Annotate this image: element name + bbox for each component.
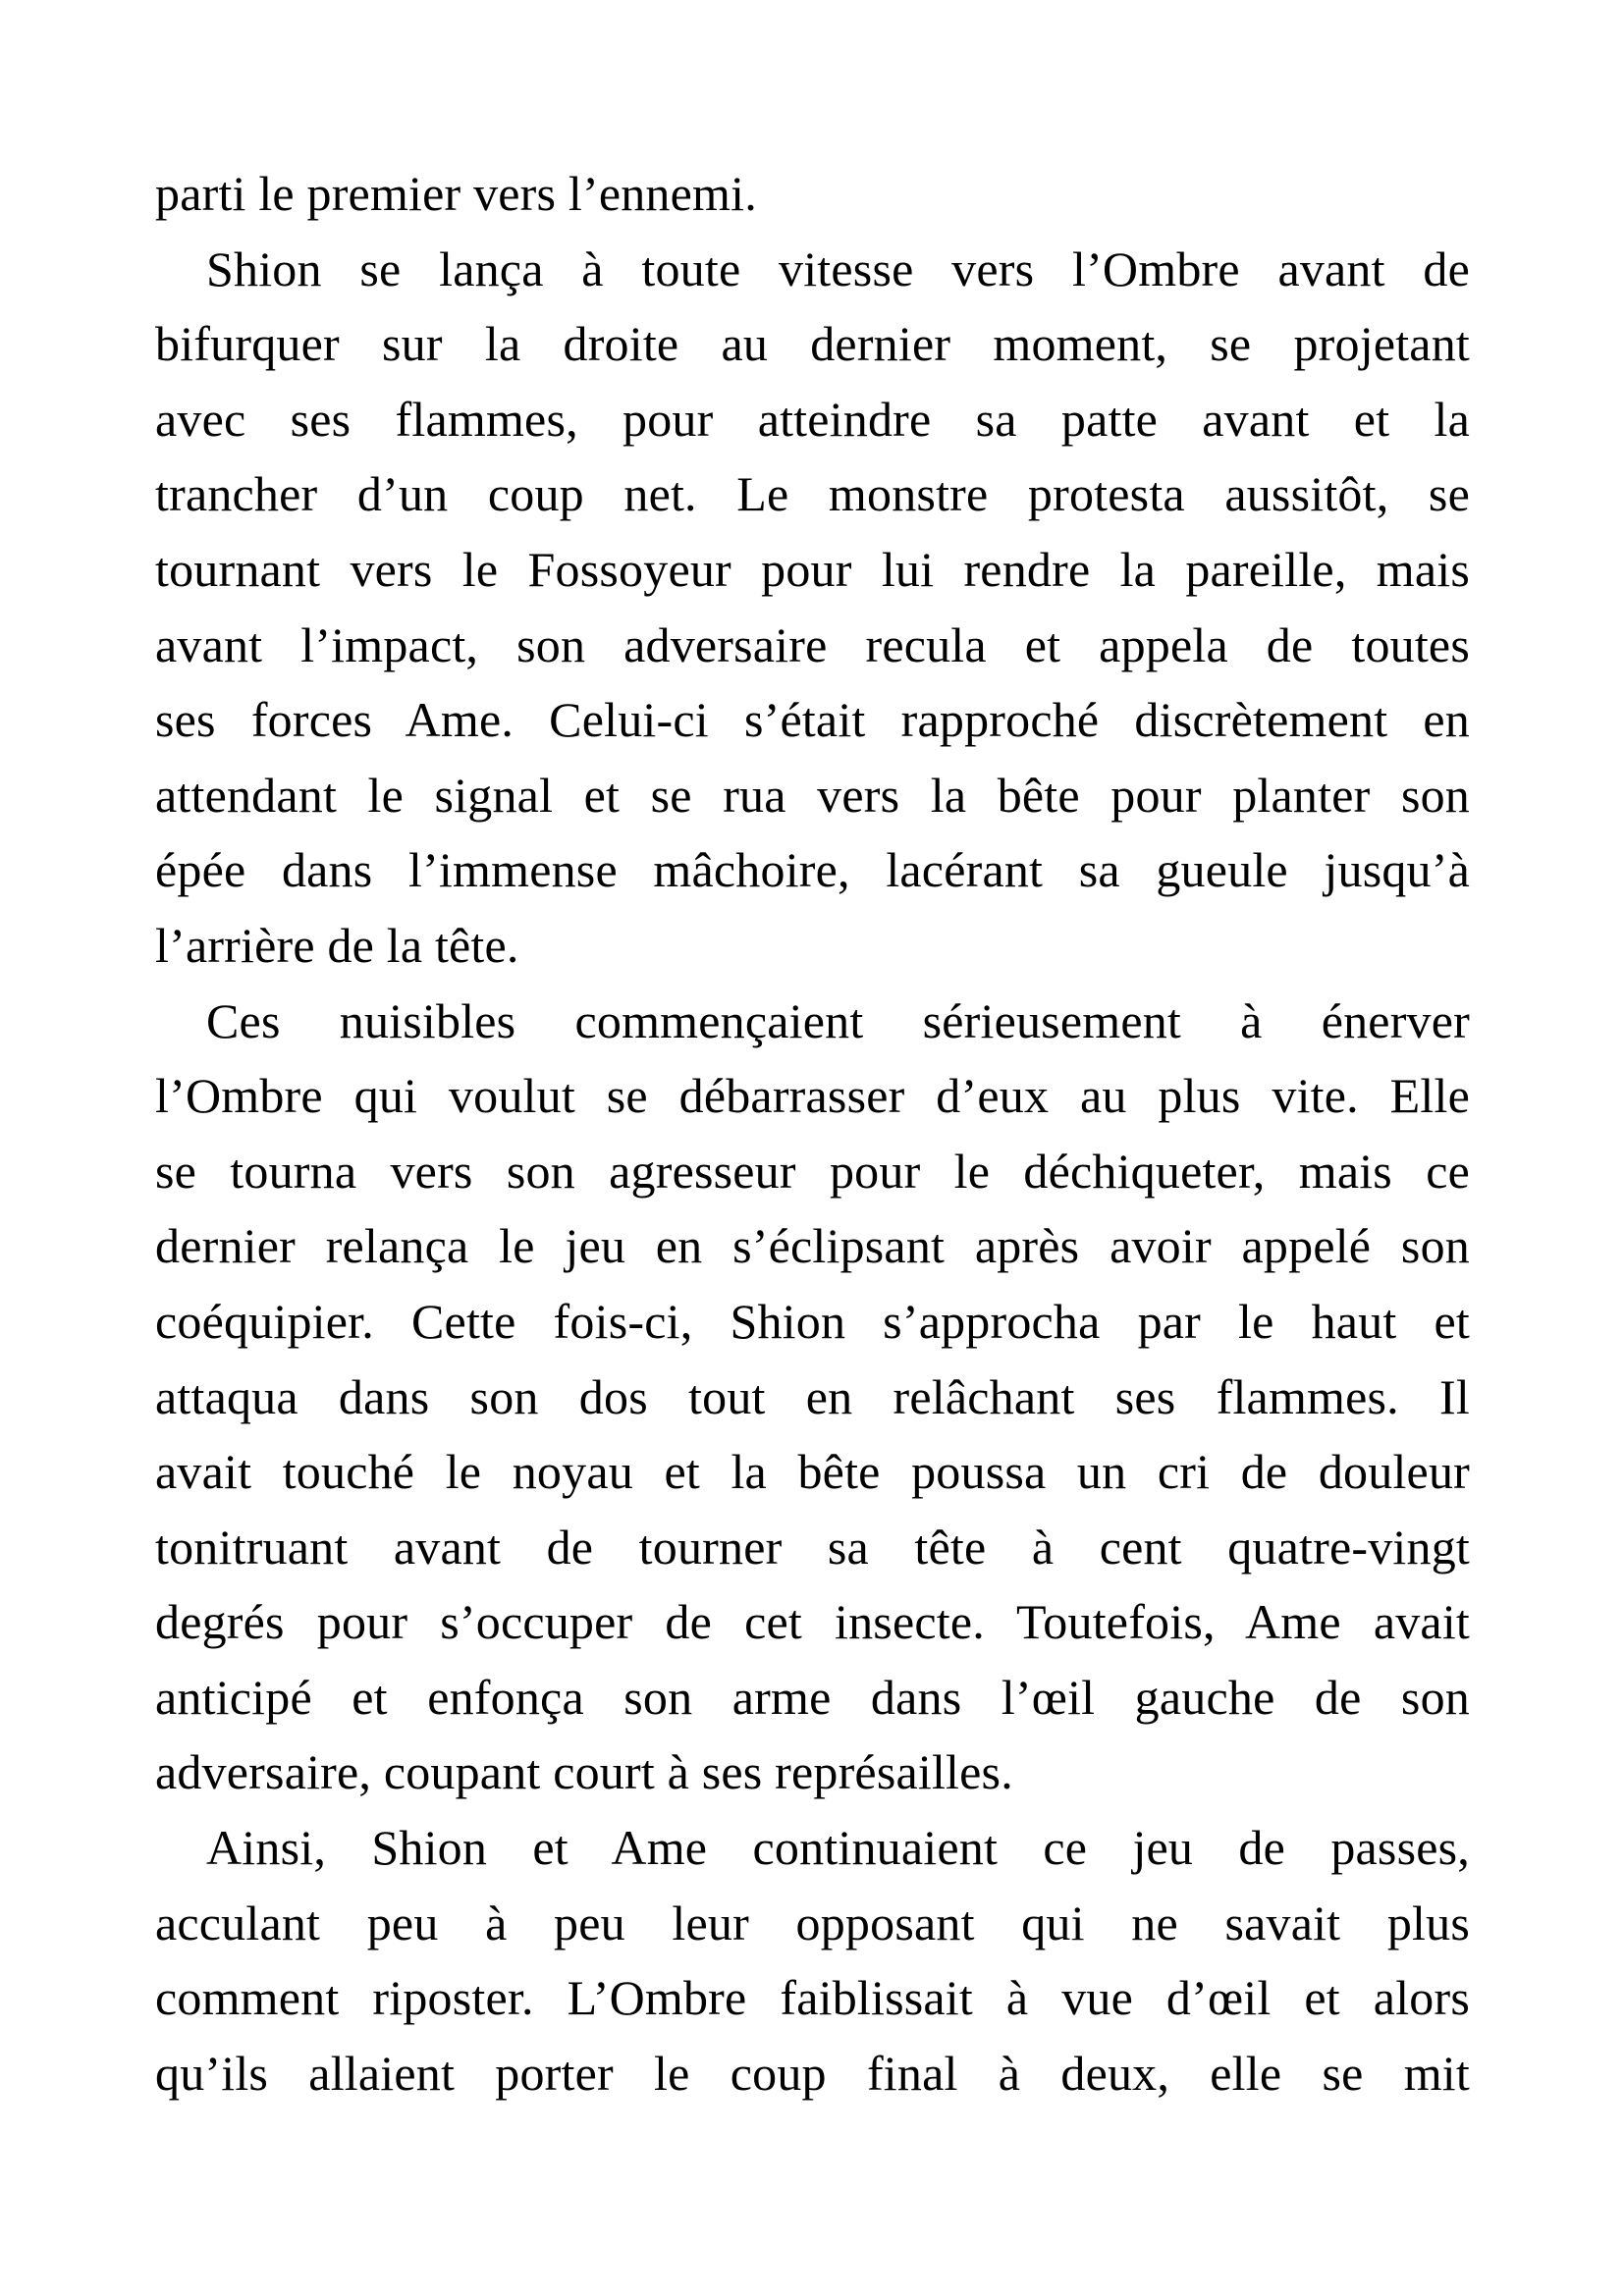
- text-line: avait touché le noyau et la bête poussa un cri de douleur: [155, 1444, 1470, 1500]
- text-line: Ainsi, Shion et Ame continuaient ce jeu de passes,: [206, 1820, 1470, 1876]
- text-line: se tourna vers son agresseur pour le déchiqueter, mais ce: [155, 1143, 1470, 1199]
- paragraph-continuation: [155, 156, 1470, 232]
- text-line: ses forces Ame. Celui-ci s’était rapproché discrètement en: [155, 692, 1470, 748]
- text-line: anticipé et enfonça son arme dans l’œil gauche de son: [155, 1669, 1470, 1725]
- text-line: l’Ombre qui voulut se débarrasser d’eux au plus vite. Elle: [155, 1068, 1470, 1124]
- paragraph-1: [155, 232, 1470, 984]
- text-line: qu’ils allaient porter le coup final à deux, elle se mit: [155, 2045, 1470, 2101]
- text-line: comment riposter. L’Ombre faiblissait à vue d’œil et alors: [155, 1970, 1470, 2026]
- text-line: tournant vers le Fossoyeur pour lui rendre la pareille, mais: [155, 541, 1470, 597]
- page-text: [155, 156, 1470, 2110]
- text-line: adversaire, coupant court à ses représailles.: [155, 1744, 1013, 1800]
- text-line: acculant peu à peu leur opposant qui ne savait plus: [155, 1895, 1470, 1950]
- text-line: trancher d’un coup net. Le monstre protesta aussitôt, se: [155, 466, 1470, 522]
- text-line: l’arrière de la tête.: [155, 917, 519, 973]
- text-line: Shion se lança à toute vitesse vers l’Ombre avant de: [206, 240, 1470, 296]
- text-line: attendant le signal et se rua vers la bête pour planter son: [155, 767, 1470, 823]
- text-line: épée dans l’immense mâchoire, lacérant sa gueule jusqu’à: [155, 842, 1470, 898]
- paragraph-3: [155, 1810, 1470, 2110]
- text-line: Ces nuisibles commençaient sérieusement à énerver: [206, 992, 1470, 1048]
- text-line: avant l’impact, son adversaire recula et appela de toutes: [155, 616, 1470, 672]
- text-line: avec ses flammes, pour atteindre sa patte avant et la: [155, 391, 1470, 447]
- text-line: tonitruant avant de tourner sa tête à cent quatre-vingt: [155, 1519, 1470, 1575]
- text-line: dernier relança le jeu en s’éclipsant après avoir appelé son: [155, 1218, 1470, 1274]
- text-line: coéquipier. Cette fois-ci, Shion s’approcha par le haut et: [155, 1293, 1470, 1349]
- text-line: bifurquer sur la droite au dernier moment, se projetant: [155, 316, 1470, 372]
- text-line: attaqua dans son dos tout en relâchant ses flammes. Il: [155, 1368, 1470, 1424]
- text-line: parti le premier vers l’ennemi.: [155, 166, 757, 221]
- text-line: degrés pour s’occuper de cet insecte. Toutefois, Ame avait: [155, 1594, 1470, 1650]
- paragraph-2: [155, 984, 1470, 1811]
